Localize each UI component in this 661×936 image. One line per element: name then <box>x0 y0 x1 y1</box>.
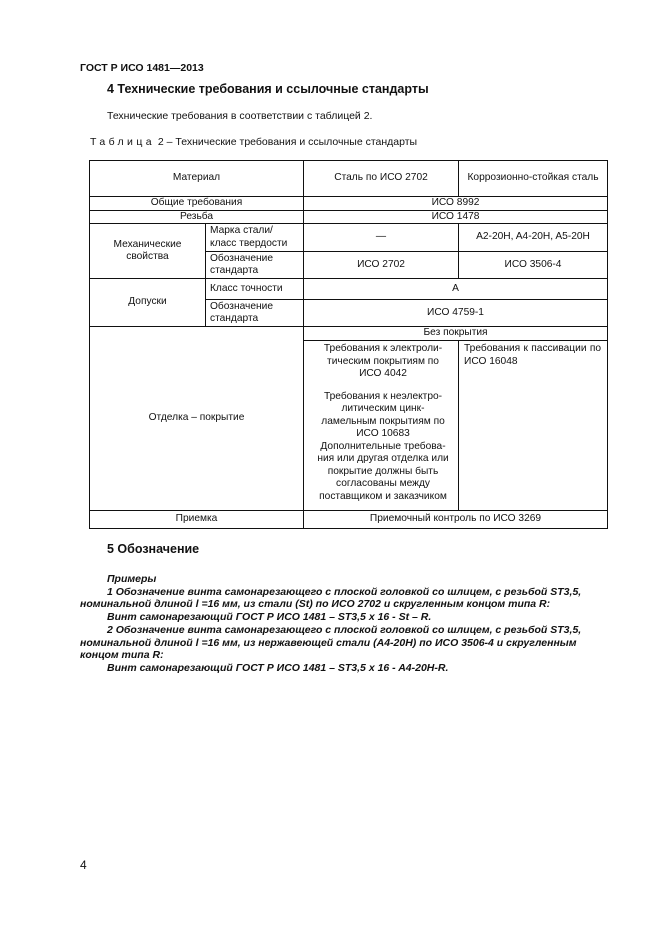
table-row-acceptance <box>90 511 608 529</box>
mech-std-steel: ИСО 2702 <box>304 252 459 279</box>
table-row-general <box>90 197 608 211</box>
example-line: Винт самонарезающий ГОСТ Р ИСО 1481 – ST3,5 x 16 - St – R. <box>107 611 432 623</box>
general-value: ИСО 8992 <box>304 197 608 211</box>
finish-steel-electrolytic: Требования к электроли-тическим покрытиям по ИСО 4042 <box>323 343 443 379</box>
tol-label: Допуски <box>90 279 206 327</box>
accept-label: Приемка <box>90 511 304 529</box>
mech-grade-steel: — <box>304 224 459 252</box>
tol-class-label: Класс точности <box>206 279 304 300</box>
thread-label: Резьба <box>90 210 304 224</box>
table-header-row <box>90 161 608 197</box>
example-line: номинальной длиной l =16 мм, из нержавеющей стали (A4-20H) по ИСО 3506-4 и скругленным <box>80 637 577 649</box>
table-row-mech-grade <box>90 224 608 252</box>
section-4-intro: Технические требования в соответствии с таблицей 2. <box>107 110 373 122</box>
mech-label: Механические свойства <box>90 224 206 279</box>
general-label: Общие требования <box>90 197 304 211</box>
mech-std-label: Обозначение стандарта <box>206 252 304 279</box>
mech-std-stainless: ИСО 3506-4 <box>459 252 608 279</box>
examples-title: Примеры <box>107 573 157 585</box>
document-id: ГОСТ Р ИСО 1481—2013 <box>80 62 204 74</box>
table-caption <box>90 136 417 148</box>
finish-label: Отделка – покрытие <box>90 327 304 511</box>
section-5-title: 5 Обозначение <box>107 542 200 556</box>
requirements-table <box>89 160 608 529</box>
tol-std-label: Обозначение стандарта <box>206 300 304 327</box>
example-line: 1 Обозначение винта самонарезающего с плоской головкой со шлицем, с резьбой ST3,5, <box>107 586 582 598</box>
table-caption-text: 2 – Технические требования и ссылочные стандарты <box>154 136 418 148</box>
example-line: концом типа R: <box>80 649 164 661</box>
finish-header: Без покрытия <box>304 327 608 341</box>
example-line: Винт самонарезающий ГОСТ Р ИСО 1481 – ST3,5 x 16 - A4-20H-R. <box>107 662 449 674</box>
finish-steel-zinc-flake: Требования к неэлектро-литическим цинк-ламельным покрытиям по ИСО 10683 <box>321 390 445 439</box>
col-header-stainless: Коррозионно-стойкая сталь <box>459 161 608 197</box>
accept-value: Приемочный контроль по ИСО 3269 <box>304 511 608 529</box>
mech-grade-label: Марка стали/ класс твердости <box>206 224 304 252</box>
table-caption-prefix: Таблица <box>90 136 155 148</box>
example-line: номинальной длиной l =16 мм, из стали (St) по ИСО 2702 и скругленным концом типа R: <box>80 598 551 610</box>
tol-std-value: ИСО 4759-1 <box>304 300 608 327</box>
section-4-title: 4 Технические требования и ссылочные стандарты <box>107 82 429 96</box>
finish-stainless: Требования к пассивации по ИСО 16048 <box>459 341 608 511</box>
tol-class-value: A <box>304 279 608 300</box>
table-row-thread <box>90 210 608 224</box>
finish-steel-additional: Дополнительные требова-ния или другая отделка или покрытие должны быть согласованы между поставщиком и заказчиком <box>317 440 449 502</box>
finish-steel-cell <box>304 341 459 511</box>
col-header-steel: Сталь по ИСО 2702 <box>304 161 459 197</box>
table-row-tol-class <box>90 279 608 300</box>
table-row-finish-header <box>90 327 608 341</box>
thread-value: ИСО 1478 <box>304 210 608 224</box>
col-header-material: Материал <box>90 161 304 197</box>
example-line: 2 Обозначение винта самонарезающего с плоской головкой со шлицем, с резьбой ST3,5, <box>107 624 582 636</box>
page-number: 4 <box>80 858 87 872</box>
mech-grade-stainless: A2-20H, A4-20H, A5-20H <box>459 224 608 252</box>
